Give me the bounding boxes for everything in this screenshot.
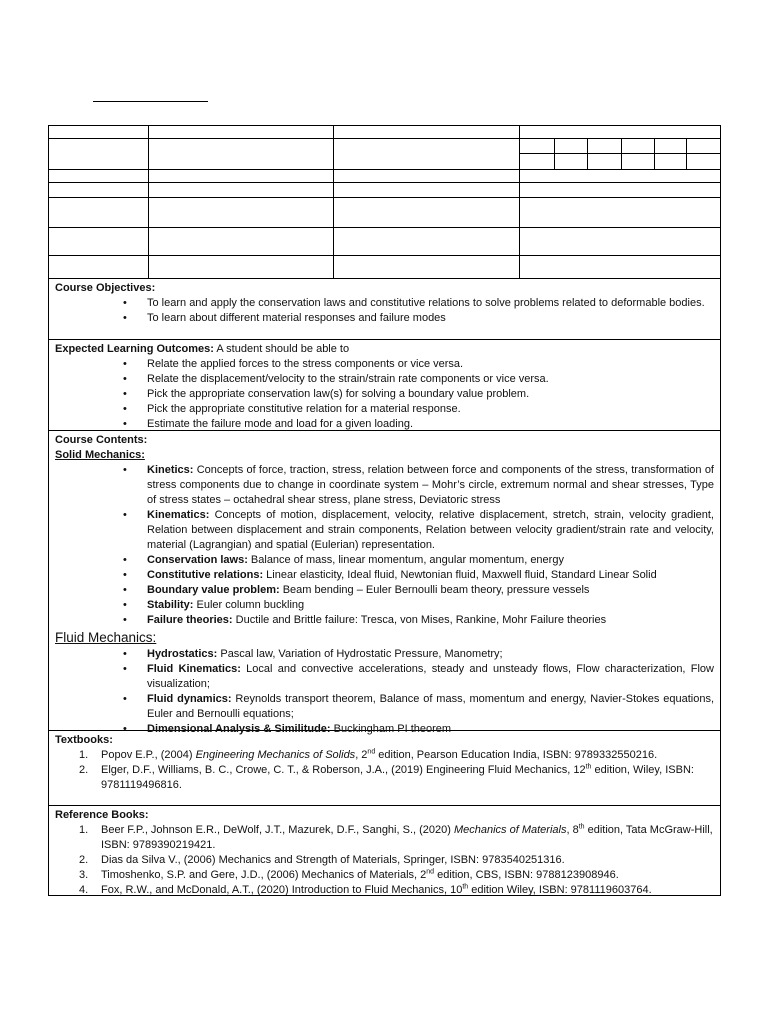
- references-section: [49, 806, 720, 896]
- item-text: Balance of mass, linear momentum, angular momentum, energy: [247, 554, 564, 566]
- list-item: [55, 748, 714, 763]
- list-item: [55, 613, 714, 628]
- list-item: [55, 853, 714, 868]
- references-list: [55, 823, 714, 898]
- item-text: Concepts of motion, displacement, velocity, relative displacement, stretch, strain, velocity gradient, Relation between displacement and strain components, Relation between velocity gradient/strain rate and velocity, material (Lagrangian) and spatial (Eulerian) representation.: [147, 509, 714, 551]
- item-number: 1.: [79, 824, 89, 836]
- item-number: 1.: [79, 749, 89, 761]
- syllabus-table: [48, 279, 721, 896]
- contents-title: Course Contents:: [55, 434, 148, 446]
- item-text: Linear elasticity, Ideal fluid, Newtonian fluid, Maxwell fluid, Standard Linear Solid: [263, 569, 657, 581]
- references-title: Reference Books:: [55, 809, 149, 821]
- item-number: 2.: [79, 764, 89, 776]
- objectives-list: [55, 296, 714, 326]
- list-item: • To learn and apply the conservation laws and constitutive relations to solve problems related to deformable bodies.: [55, 296, 714, 311]
- objectives-title: Course Objectives:: [55, 282, 156, 294]
- item-number: 2.: [79, 854, 89, 866]
- item-text: Ductile and Brittle failure: Tresca, von Mises, Rankine, Mohr Failure theories: [232, 614, 607, 626]
- list-item: • Relate the applied forces to the stress components or vice versa.: [55, 357, 714, 372]
- item-text: Timoshenko, S.P. and Gere, J.D., (2006) Mechanics of Materials, 2: [101, 869, 427, 881]
- item-term: Failure theories:: [147, 614, 233, 626]
- list-item: [55, 568, 714, 583]
- item-text: Fox, R.W., and McDonald, A.T., (2020) Introduction to Fluid Mechanics, 10: [101, 884, 463, 896]
- item-superscript: th: [585, 763, 592, 771]
- item-text: Euler column buckling: [193, 599, 305, 611]
- item-text: , 2: [355, 749, 368, 761]
- item-text: edition, Tata McGraw-Hill, ISBN: 9789390219421.: [101, 824, 713, 851]
- item-superscript: nd: [426, 868, 435, 876]
- item-title: Mechanics of Materials: [453, 824, 567, 836]
- solid-mechanics-list: [55, 463, 714, 628]
- outcomes-list: [55, 357, 714, 432]
- item-text: Reynolds transport theorem, Balance of mass, momentum and energy, Navier-Stokes equations, Euler and Bernoulli equations;: [147, 693, 714, 720]
- list-item: [55, 722, 714, 737]
- item-superscript: nd: [367, 748, 376, 756]
- solid-mechanics-title: Solid Mechanics:: [55, 449, 145, 461]
- list-item: [55, 598, 714, 613]
- list-item: [55, 868, 714, 883]
- item-text: edition, Wiley, ISBN: 9781119496816.: [101, 764, 694, 791]
- item-text: Buckingham PI theorem: [330, 723, 452, 735]
- item-number: 3.: [79, 869, 89, 881]
- list-item: [55, 883, 714, 898]
- list-item: [55, 692, 714, 722]
- item-term: Boundary value problem:: [147, 584, 280, 596]
- item-text: Beam bending – Euler Bernoulli beam theory, pressure vessels: [279, 584, 590, 596]
- list-item: • Pick the appropriate constitutive relation for a material response.: [55, 402, 714, 417]
- item-text: Dias da Silva V., (2006) Mechanics and Strength of Materials, Springer, ISBN: 9783540251316.: [101, 854, 565, 866]
- outcomes-title: Expected Learning Outcomes:: [55, 343, 214, 355]
- item-text: edition, CBS, ISBN: 9788123908946.: [434, 869, 619, 881]
- item-term: Kinetics:: [147, 464, 194, 476]
- item-term: Dimensional Analysis & Similitude:: [147, 723, 331, 735]
- item-number: 4.: [79, 884, 89, 896]
- list-item: [55, 583, 714, 598]
- item-term: Conservation laws:: [147, 554, 248, 566]
- course-header-grid: [48, 125, 721, 279]
- item-term: Fluid dynamics:: [147, 693, 232, 705]
- list-item: • Relate the displacement/velocity to the strain/strain rate components or vice versa.: [55, 372, 714, 387]
- title-underline: [93, 101, 208, 102]
- item-term: Constitutive relations:: [147, 569, 264, 581]
- item-text: Popov E.P., (2004): [101, 749, 196, 761]
- textbooks-section: [49, 731, 720, 806]
- list-item: [55, 763, 714, 793]
- item-text: edition Wiley, ISBN: 9781119603764.: [468, 884, 652, 896]
- item-superscript: th: [578, 823, 585, 831]
- outcomes-section: [49, 340, 720, 431]
- item-text: Pascal law, Variation of Hydrostatic Pressure, Manometry;: [217, 648, 503, 660]
- list-item: • Pick the appropriate conservation law(s) for solving a boundary value problem.: [55, 387, 714, 402]
- item-text: edition, Pearson Education India, ISBN: 9789332550216.: [375, 749, 658, 761]
- item-text: Beer F.P., Johnson E.R., DeWolf, J.T., Mazurek, D.F., Sanghi, S., (2020): [101, 824, 454, 836]
- list-item: [55, 508, 714, 553]
- list-item: [55, 463, 714, 508]
- list-item: • To learn about different material responses and failure modes: [55, 311, 714, 326]
- fluid-mechanics-title: Fluid Mechanics:: [55, 630, 157, 645]
- item-title: Engineering Mechanics of Solids: [195, 749, 356, 761]
- textbooks-list: [55, 748, 714, 793]
- list-item: [55, 662, 714, 692]
- contents-section: [49, 431, 720, 735]
- item-term: Kinematics:: [147, 509, 210, 521]
- textbooks-title: Textbooks:: [55, 734, 113, 746]
- item-superscript: th: [462, 883, 469, 891]
- item-text: Local and convective accelerations, steady and unsteady flows, Flow characterization, Flow visualization;: [147, 663, 714, 690]
- objectives-section: [49, 279, 720, 340]
- list-item: • Estimate the failure mode and load for a given loading.: [55, 417, 714, 432]
- item-text: Elger, D.F., Williams, B. C., Crowe, C. T., & Roberson, J.A., (2019) Engineering Fluid Mechanics, 12: [101, 764, 586, 776]
- item-term: Stability:: [147, 599, 194, 611]
- list-item: [55, 647, 714, 662]
- outcomes-intro: A student should be able to: [213, 343, 350, 355]
- list-item: [55, 553, 714, 568]
- fluid-mechanics-list: [55, 647, 714, 737]
- outcomes-heading: [55, 342, 714, 357]
- list-item: [55, 823, 714, 853]
- item-text: Concepts of force, traction, stress, relation between force and components of the stress, transformation of stress components due to change in coordinate system – Mohr’s circle, extremum normal and shear stresses, Type of stress states – octahedral shear stress, plane stress, Deviatoric stress: [147, 464, 714, 506]
- item-term: Fluid Kinematics:: [147, 663, 241, 675]
- item-term: Hydrostatics:: [147, 648, 218, 660]
- item-text: , 8: [566, 824, 579, 836]
